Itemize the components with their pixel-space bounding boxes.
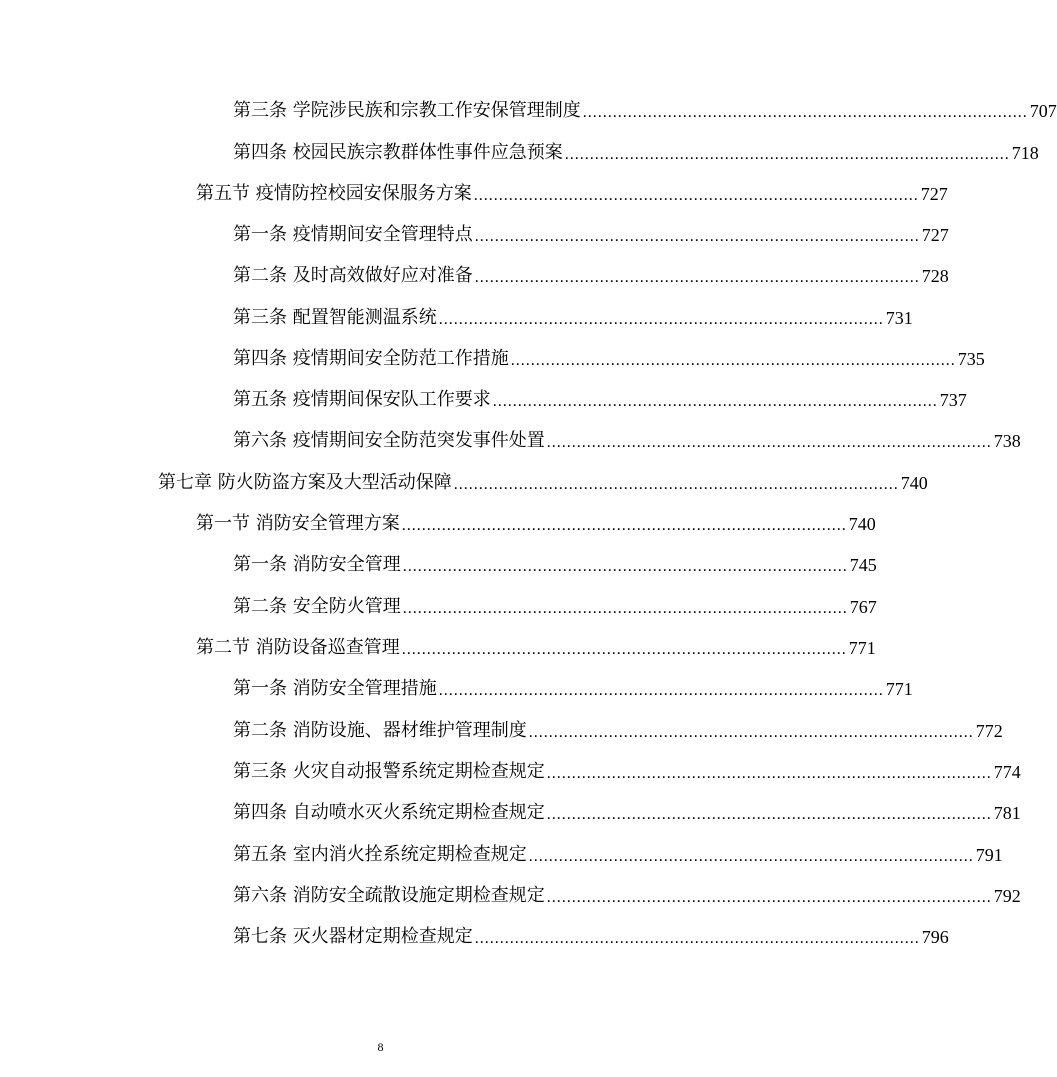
toc-entry[interactable] — [233, 922, 949, 948]
toc-entry-page: 740 — [900, 473, 928, 493]
toc-entry-title: 第五条 室内消火拴系统定期检查规定 — [233, 844, 527, 865]
dot-leader: ......................................................................................... — [453, 476, 899, 493]
toc-entry-title: 第二条 安全防火管理 — [233, 596, 401, 617]
dot-leader: ......................................................................................... — [528, 848, 974, 865]
toc-entry[interactable] — [196, 179, 948, 205]
toc-entry-page: 781 — [993, 803, 1021, 823]
toc-entry[interactable] — [233, 220, 949, 246]
toc-entry[interactable] — [158, 468, 928, 494]
dot-leader: ......................................................................................... — [402, 558, 848, 575]
dot-leader: ......................................................................................... — [582, 104, 1028, 121]
toc-entry[interactable] — [233, 674, 913, 700]
toc-entry[interactable] — [233, 303, 913, 329]
toc-entry-page: 735 — [957, 349, 985, 369]
page-number: 8 — [377, 1040, 384, 1054]
dot-leader: ......................................................................................... — [546, 889, 992, 906]
toc-entry-page: 740 — [848, 514, 876, 534]
toc-entry-title: 第四条 校园民族宗教群体性事件应急预案 — [233, 142, 563, 163]
toc-entry-page: 727 — [921, 225, 949, 245]
toc-entry[interactable] — [196, 633, 876, 659]
dot-leader: ......................................................................................... — [564, 146, 1010, 163]
toc-entry-title: 第四条 疫情期间安全防范工作措施 — [233, 348, 509, 369]
toc-entry-page: 728 — [921, 266, 949, 286]
dot-leader: ......................................................................................... — [474, 269, 920, 286]
toc-entry-title: 第三条 学院涉民族和宗教工作安保管理制度 — [233, 100, 581, 121]
toc-entry[interactable] — [233, 881, 1021, 907]
toc-entry-page: 727 — [920, 184, 948, 204]
dot-leader: ......................................................................................... — [510, 352, 956, 369]
toc-entry-title: 第一条 消防安全管理 — [233, 554, 401, 575]
toc-entry[interactable] — [233, 385, 967, 411]
toc-entry-title: 第一条 疫情期间安全管理特点 — [233, 224, 473, 245]
toc-entry-page: 737 — [939, 390, 967, 410]
toc-entry-page: 792 — [993, 886, 1021, 906]
toc-entry-page: 774 — [993, 762, 1021, 782]
toc-entry-title: 第六条 消防安全疏散设施定期检查规定 — [233, 885, 545, 906]
toc-entry[interactable] — [233, 426, 1021, 452]
dot-leader: ......................................................................................... — [401, 641, 847, 658]
dot-leader: ......................................................................................... — [438, 311, 884, 328]
toc-entry-title: 第二条 消防设施、器材维护管理制度 — [233, 720, 527, 741]
toc-entry-title: 第一节 消防安全管理方案 — [196, 513, 400, 534]
toc-entry-page: 707 — [1029, 101, 1057, 121]
toc-entry-page: 771 — [885, 679, 913, 699]
toc-entry-page: 772 — [975, 721, 1003, 741]
toc-entry-title: 第五节 疫情防控校园安保服务方案 — [196, 183, 472, 204]
toc-entry-page: 745 — [849, 555, 877, 575]
toc-entry-title: 第三条 配置智能测温系统 — [233, 307, 437, 328]
toc-entry-title: 第三条 火灾自动报警系统定期检查规定 — [233, 761, 545, 782]
toc-entry-title: 第五条 疫情期间保安队工作要求 — [233, 389, 491, 410]
toc-entry-page: 796 — [921, 927, 949, 947]
dot-leader: ......................................................................................... — [492, 393, 938, 410]
toc-entry-page: 718 — [1011, 143, 1039, 163]
dot-leader: ......................................................................................... — [402, 600, 848, 617]
dot-leader: ......................................................................................... — [474, 228, 920, 245]
toc-entry[interactable] — [233, 138, 1039, 164]
toc-entry[interactable] — [233, 261, 949, 287]
toc-entry[interactable] — [196, 509, 876, 535]
toc-entry-title: 第二条 及时高效做好应对准备 — [233, 265, 473, 286]
dot-leader: ......................................................................................... — [546, 765, 992, 782]
dot-leader: ......................................................................................... — [401, 517, 847, 534]
toc-entry-title: 第二节 消防设备巡查管理 — [196, 637, 400, 658]
dot-leader: ......................................................................................... — [474, 930, 920, 947]
toc-entry-page: 771 — [848, 638, 876, 658]
toc-entry[interactable] — [233, 798, 1021, 824]
toc-entry-title: 第七条 灭火器材定期检查规定 — [233, 926, 473, 947]
dot-leader: ......................................................................................... — [528, 724, 974, 741]
dot-leader: ......................................................................................... — [546, 434, 992, 451]
toc-entry[interactable] — [233, 96, 1057, 122]
dot-leader: ......................................................................................... — [473, 187, 919, 204]
toc-entry[interactable] — [233, 592, 877, 618]
toc-entry-title: 第四条 自动喷水灭火系统定期检查规定 — [233, 802, 545, 823]
toc-entry-page: 738 — [993, 431, 1021, 451]
toc-entry-title: 第六条 疫情期间安全防范突发事件处置 — [233, 430, 545, 451]
toc-entry[interactable] — [233, 757, 1021, 783]
toc-entry-title: 第七章 防火防盗方案及大型活动保障 — [158, 472, 452, 493]
toc-entry-title: 第一条 消防安全管理措施 — [233, 678, 437, 699]
toc-entry-page: 731 — [885, 308, 913, 328]
dot-leader: ......................................................................................... — [438, 682, 884, 699]
toc-entry[interactable] — [233, 840, 1003, 866]
toc-entry[interactable] — [233, 716, 1003, 742]
toc-entry[interactable] — [233, 550, 877, 576]
toc-entry-page: 767 — [849, 597, 877, 617]
toc-entry-page: 791 — [975, 845, 1003, 865]
dot-leader: ......................................................................................... — [546, 806, 992, 823]
toc-entry[interactable] — [233, 344, 985, 370]
